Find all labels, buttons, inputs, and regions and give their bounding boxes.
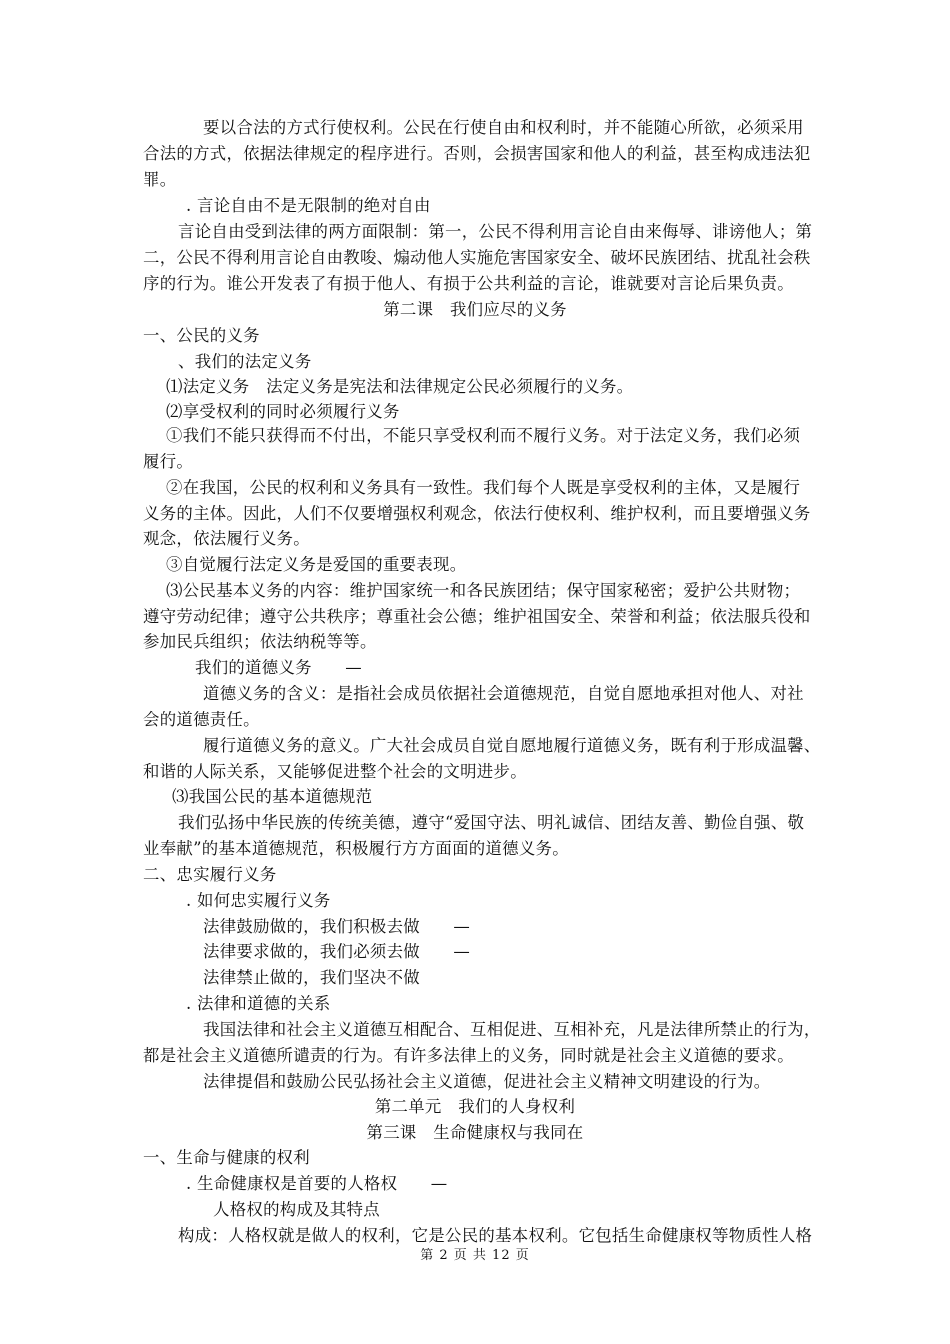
section-heading: 二、忠实履行义务 [143, 865, 277, 884]
list-item: 法律禁止做的，我们坚决不做 [203, 968, 420, 987]
subsection-heading: 、我们的法定义务 [178, 352, 312, 371]
paragraph-line: 合法的方式，依据法律规定的程序进行。否则，会损害国家和他人的利益，甚至构成违法犯 [143, 144, 811, 163]
paragraph-line: ③自觉履行法定义务是爱国的重要表现。 [166, 555, 467, 574]
paragraph-line: ②在我国，公民的权利和义务具有一致性。我们每个人既是享受权利的主体，又是履行 [166, 478, 801, 497]
paragraph-line: 法律提倡和鼓励公民弘扬社会主义道德，促进社会主义精神文明建设的行为。 [203, 1072, 771, 1091]
paragraph-line: 构成：人格权就是做人的权利，它是公民的基本权利。它包括生命健康权等物质性人格 [178, 1226, 813, 1245]
paragraph-line: 二，公民不得利用言论自由教唆、煽动他人实施危害国家安全、破坏民族团结、扰乱社会秩 [143, 248, 811, 267]
subsection-heading: . 法律和道德的关系 [186, 994, 331, 1013]
subsection-heading: . 如何忠实履行义务 [186, 891, 331, 910]
lesson-title: 第三课 生命健康权与我同在 [366, 1123, 584, 1142]
page-number: 第 2 页 共 12 页 [420, 1248, 530, 1263]
paragraph-line: 我国法律和社会主义道德互相配合、互相促进、互相补充，凡是法律所禁止的行为， [203, 1020, 821, 1039]
paragraph-line: 言论自由受到法律的两方面限制：第一，公民不得利用言论自由来侮辱、诽谤他人；第 [178, 222, 813, 241]
paragraph-line: 序的行为。谁公开发表了有损于他人、有损于公共利益的言论，谁就要对言论后果负责。 [143, 274, 794, 293]
lesson-title: 第二课 我们应尽的义务 [383, 300, 567, 319]
paragraph-line: 履行。 [143, 452, 194, 471]
paragraph-line: 观念，依法履行义务。 [143, 529, 310, 548]
subsection-heading: 我们的道德义务 — [195, 658, 362, 677]
paragraph-line: 业奉献”的基本道德规范，积极履行方方面面的道德义务。 [143, 839, 569, 858]
paragraph-line: 和谐的人际关系，又能够促进整个社会的文明进步。 [143, 762, 527, 781]
section-heading: . 言论自由不是无限制的绝对自由 [186, 196, 431, 215]
paragraph-line: ⑵享受权利的同时必须履行义务 [166, 402, 400, 421]
paragraph-line: 遵守劳动纪律；遵守公共秩序；尊重社会公德；维护祖国安全、荣誉和利益；依法服兵役和 [143, 607, 811, 626]
paragraph-line: ①我们不能只获得而不付出，不能只享受权利而不履行义务。对于法定义务，我们必须 [166, 426, 801, 445]
subsection-heading: . 生命健康权是首要的人格权 — [186, 1174, 448, 1193]
paragraph-line: ⑶我国公民的基本道德规范 [172, 787, 373, 806]
paragraph-line: 我们弘扬中华民族的传统美德，遵守“爱国守法、明礼诚信、团结友善、勤俭自强、敬 [178, 813, 805, 832]
paragraph-line: 人格权的构成及其特点 [213, 1200, 380, 1219]
list-item: 法律鼓励做的，我们积极去做 — [203, 917, 471, 936]
paragraph-line: 要以合法的方式行使权利。公民在行使自由和权利时，并不能随心所欲，必须采用 [203, 118, 804, 137]
section-heading: 一、生命与健康的权利 [143, 1148, 310, 1167]
paragraph-line: 罪。 [143, 170, 177, 189]
paragraph-line: 都是社会主义道德所谴责的行为。有许多法律上的义务，同时就是社会主义道德的要求。 [143, 1046, 794, 1065]
paragraph-line: ⑴法定义务 法定义务是宪法和法律规定公民必须履行的义务。 [166, 377, 634, 396]
section-heading: 一、公民的义务 [143, 326, 260, 345]
paragraph-line: ⑶公民基本义务的内容：维护国家统一和各民族团结；保守国家秘密；爱护公共财物； [166, 581, 801, 600]
paragraph-line: 履行道德义务的意义。广大社会成员自觉自愿地履行道德义务，既有利于形成温馨、 [203, 736, 821, 755]
paragraph-line: 参加民兵组织；依法纳税等等。 [143, 632, 377, 651]
unit-title: 第二单元 我们的人身权利 [374, 1097, 576, 1116]
paragraph-line: 道德义务的含义：是指社会成员依据社会道德规范，自觉自愿地承担对他人、对社 [203, 684, 804, 703]
paragraph-line: 会的道德责任。 [143, 710, 260, 729]
paragraph-line: 义务的主体。因此，人们不仅要增强权利观念，依法行使权利、维护权利，而且要增强义务 [143, 504, 811, 523]
list-item: 法律要求做的，我们必须去做 — [203, 942, 471, 961]
